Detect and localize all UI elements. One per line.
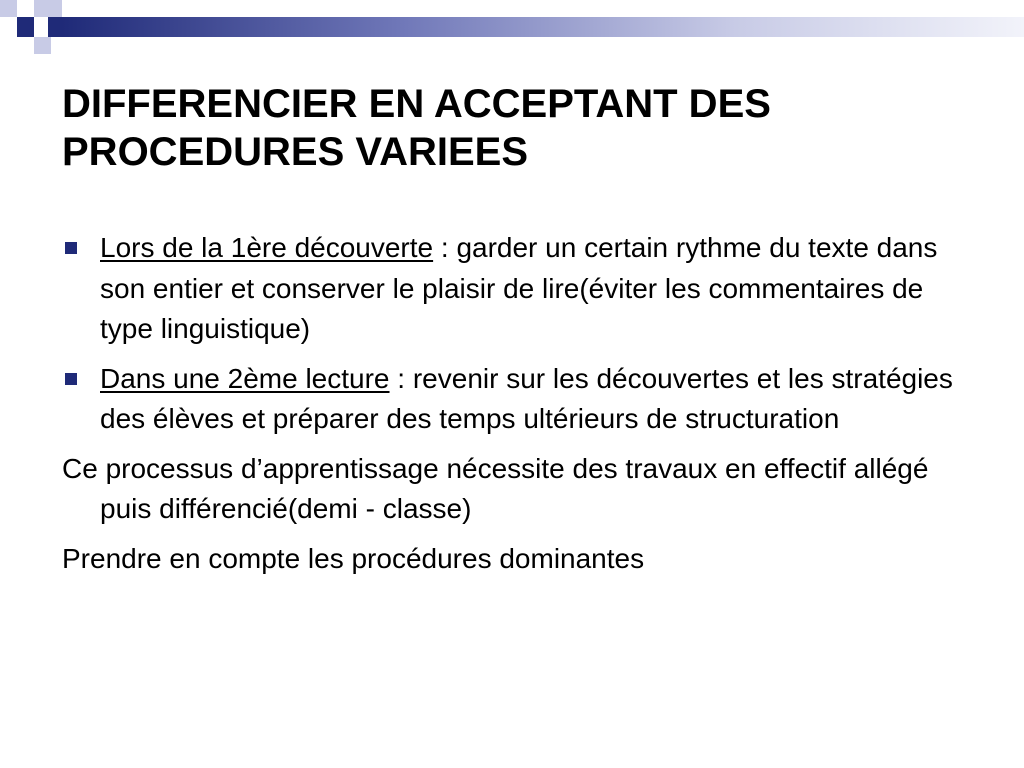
decor-square [34, 0, 62, 17]
bullet-text: : revenir sur les découvertes et les stratégies des élèves et préparer des temps ultérieurs de structuration [100, 362, 953, 434]
header-decoration [0, 0, 1024, 60]
bullet-label: Lors de la 1ère découverte [100, 232, 434, 263]
header-gradient-bar [62, 17, 1024, 37]
body-paragraph: Prendre en compte les procédures dominantes [62, 542, 645, 574]
bullet-label: Dans une 2ème lecture [100, 362, 390, 394]
decor-square [0, 17, 17, 37]
decor-square [17, 0, 34, 17]
square-bullet-icon [65, 242, 77, 254]
decor-square [34, 17, 48, 37]
decor-square [34, 37, 51, 54]
square-bullet-icon [65, 373, 77, 385]
decor-square [48, 17, 62, 37]
bullet-item [62, 359, 982, 440]
bullet-item [62, 228, 982, 350]
body-paragraph: Ce processus d’apprentissage nécessite des travaux en effectif allégé puis différencié(demi - classe) [62, 452, 929, 524]
decor-square [17, 17, 34, 37]
slide-title: DIFFERENCIER EN ACCEPTANT DES PROCEDURES VARIEES [62, 82, 771, 174]
slide-body [62, 228, 982, 588]
decor-square [0, 0, 17, 17]
decor-square [8, 37, 25, 46]
bullet-text: : garder un certain rythme du texte dans son entier et conserver le plaisir de lire(éviter les commentaires de type linguistique) [100, 232, 938, 344]
